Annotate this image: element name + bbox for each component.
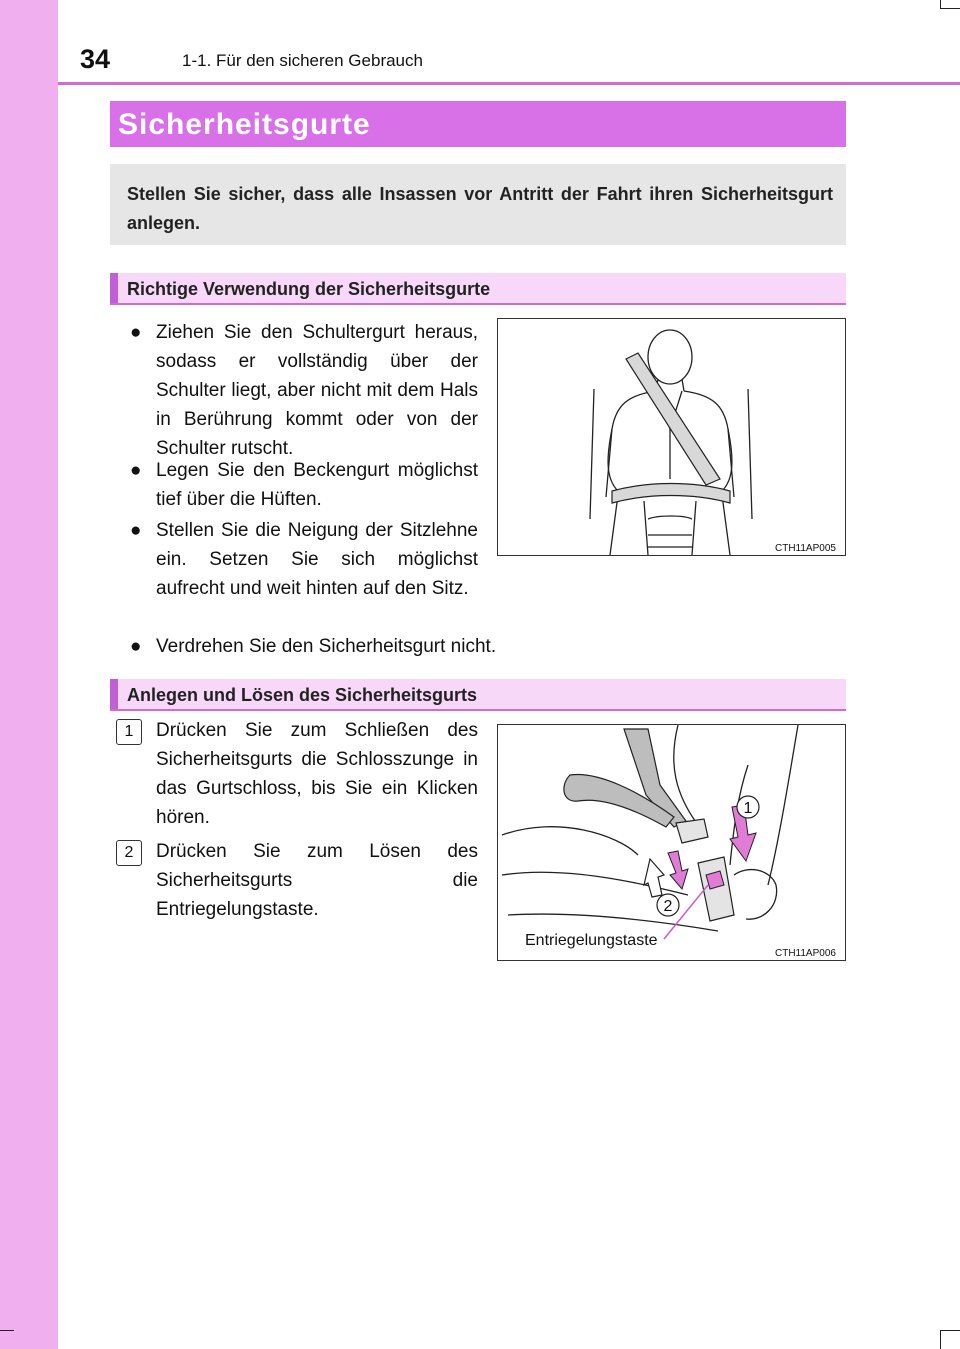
intro-text: Stellen Sie sicher, dass alle Insassen vor Antritt der Fahrt ihren Sicherheitsgurt anlegen.: [127, 184, 833, 233]
crop-mark: [940, 0, 941, 8]
left-color-strip: [0, 0, 58, 1349]
header-rule: [58, 82, 960, 85]
figure-callout-label: Entriegelungstaste: [525, 932, 658, 949]
section-heading-label: Anlegen und Lösen des Sicherheitsgurts: [127, 685, 478, 705]
heading-accent: [110, 273, 118, 303]
crop-mark: [940, 1330, 960, 1331]
bullet-text: Verdrehen Sie den Sicherheitsgurt nicht.: [156, 636, 497, 657]
section-heading-label: Richtige Verwendung der Sicherheitsgurte: [127, 279, 491, 299]
crop-mark: [0, 1330, 14, 1331]
running-head: 1-1. Für den sicheren Gebrauch: [182, 51, 423, 70]
bullet-icon: ●: [130, 322, 142, 343]
figure-buckle: [497, 724, 846, 961]
page-title: Sicherheitsgurte: [118, 108, 371, 141]
heading-accent: [110, 679, 118, 709]
figure-marker: 2: [663, 898, 673, 915]
bullet-text: Stellen Sie die Neigung der Sitzlehne ein. Setzen Sie sich möglichst aufrecht und weit hinten auf den Sitz.: [156, 520, 478, 599]
crop-mark: [940, 8, 960, 9]
buckle-illustration: [498, 725, 845, 960]
step-text: Drücken Sie zum Lösen des Sicherheitsgurts die Entriegelungstaste.: [156, 841, 478, 920]
bullet-icon: ●: [130, 460, 142, 481]
bullet-text: Legen Sie den Beckengurt möglichst tief über die Hüften.: [156, 460, 478, 510]
bullet-text: Ziehen Sie den Schultergurt heraus, sodass er vollständig über der Schulter liegt, aber nicht mit dem Hals in Berührung kommt oder von der Schulter rutscht.: [156, 322, 478, 459]
figure-seated-person: [497, 318, 846, 556]
figure-code: CTH11AP006: [775, 948, 836, 959]
seated-person-illustration: [498, 319, 845, 555]
figure-code: CTH11AP005: [775, 543, 836, 554]
section-heading-usage: [110, 273, 846, 305]
step-number-badge: 1: [116, 719, 142, 745]
step-number-badge: 2: [116, 840, 142, 866]
step-text: Drücken Sie zum Schließen des Sicherheitsgurts die Schlosszunge in das Gurtschloss, bis Sie ein Klicken hören.: [156, 720, 478, 828]
bullet-icon: ●: [130, 520, 142, 541]
crop-mark: [940, 1330, 941, 1349]
figure-marker: 1: [743, 800, 753, 817]
section-heading-fastening: [110, 679, 846, 711]
page-number: 34: [80, 44, 111, 74]
bullet-icon: ●: [130, 636, 142, 657]
